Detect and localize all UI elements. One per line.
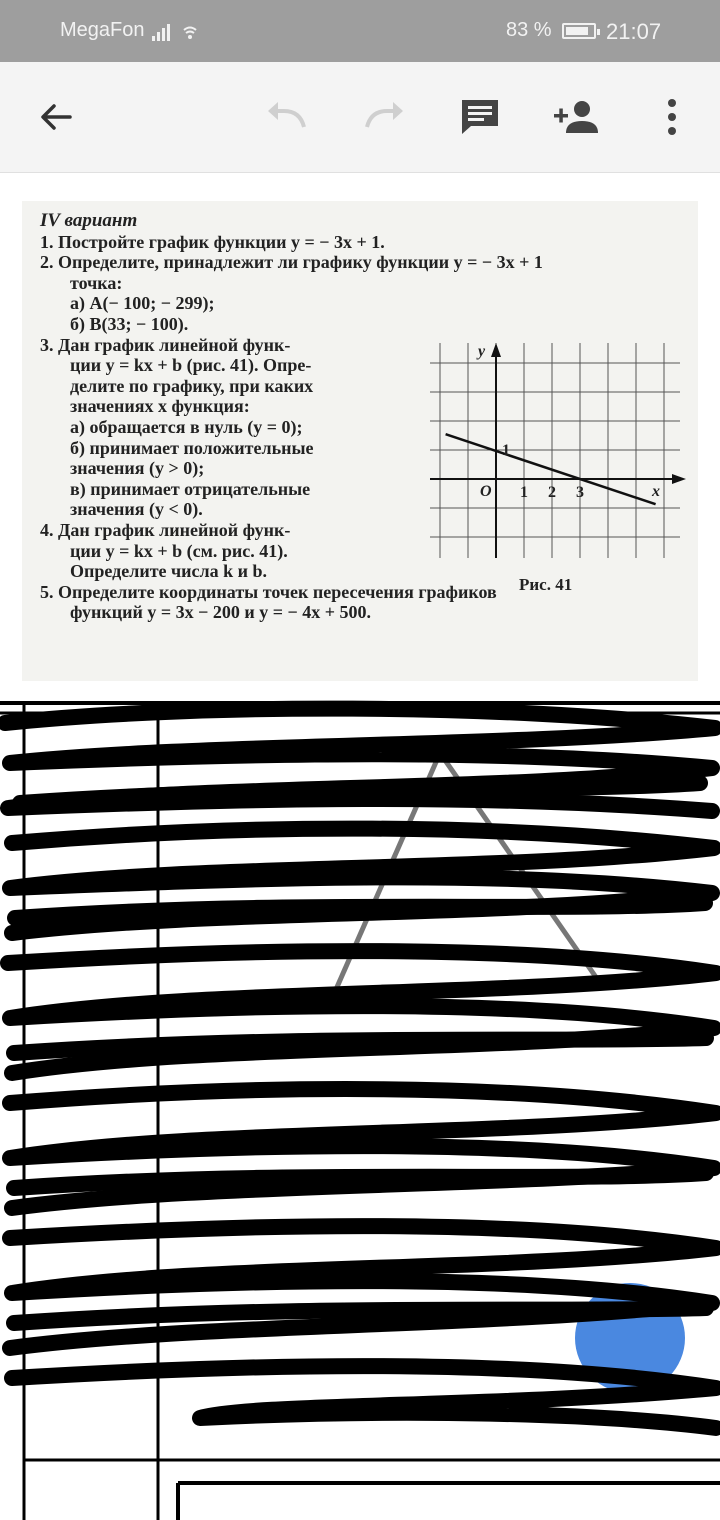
undo-icon [264, 97, 310, 137]
doc-line: б) принимает положительные [70, 437, 314, 458]
battery-icon [562, 23, 596, 39]
doc-line: 4. Дан график линейной функ- [40, 519, 291, 540]
doc-line: Определите числа k и b. [70, 561, 268, 582]
doc-line: б) B(33; − 100). [70, 313, 189, 334]
doc-line: 3. Дан график линейной функ- [40, 334, 291, 355]
doc-line: точка: [70, 272, 123, 293]
more-vert-icon [666, 97, 678, 137]
doc-heading: IV вариант [40, 210, 138, 231]
doc-line: функций y = 3x − 200 и y = − 4x + 500. [70, 602, 372, 623]
comment-button[interactable] [451, 88, 509, 146]
document-page [22, 201, 698, 681]
doc-line: 1. Постройте график функции y = − 3x + 1. [40, 231, 385, 252]
scribble-overlay [0, 683, 720, 1520]
x-axis-label: x [652, 483, 660, 500]
doc-line: делите по графику, при каких [70, 375, 314, 396]
x-tick-label: 3 [576, 484, 584, 501]
doc-line: в) принимает отрицательные [70, 478, 311, 499]
doc-line: значения (y > 0); [70, 458, 205, 479]
more-options-button[interactable] [643, 88, 701, 146]
back-arrow-icon [36, 97, 76, 137]
add-person-icon [551, 97, 599, 137]
redo-button[interactable] [355, 88, 413, 146]
doc-line: а) A(− 100; − 299); [70, 293, 215, 314]
signal-wifi-icon [150, 22, 200, 42]
toolbar [0, 62, 720, 173]
back-button[interactable] [27, 88, 85, 146]
doc-line: значения (y < 0). [70, 499, 203, 520]
battery-percent: 83 % [506, 19, 552, 41]
doc-line: ции y = kx + b (рис. 41). Опре- [70, 355, 312, 376]
add-person-button[interactable] [546, 88, 604, 146]
x-tick-label: 2 [548, 484, 556, 501]
doc-line: а) обращается в нуль (y = 0); [70, 416, 303, 437]
clock: 21:07 [606, 19, 662, 44]
y-axis-label: y [478, 343, 486, 360]
comment-icon [459, 96, 501, 138]
doc-line: 2. Определите, принадлежит ли графику функции y = − 3x + 1 [40, 252, 543, 273]
status-bar [0, 0, 720, 62]
origin-label: O [480, 483, 492, 500]
doc-line: значениях x функция: [70, 396, 250, 417]
doc-line: 5. Определите координаты точек пересечения графиков [40, 581, 497, 602]
document-viewer[interactable] [0, 173, 720, 1520]
carrier-name: MegaFon [60, 19, 145, 41]
redo-icon [361, 97, 407, 137]
figure-caption: Рис. 41 [519, 575, 573, 594]
x-tick-label: 1 [520, 484, 528, 501]
doc-line: ции y = kx + b (см. рис. 41). [70, 540, 288, 561]
y-tick-label: 1 [502, 442, 510, 459]
undo-button[interactable] [258, 88, 316, 146]
